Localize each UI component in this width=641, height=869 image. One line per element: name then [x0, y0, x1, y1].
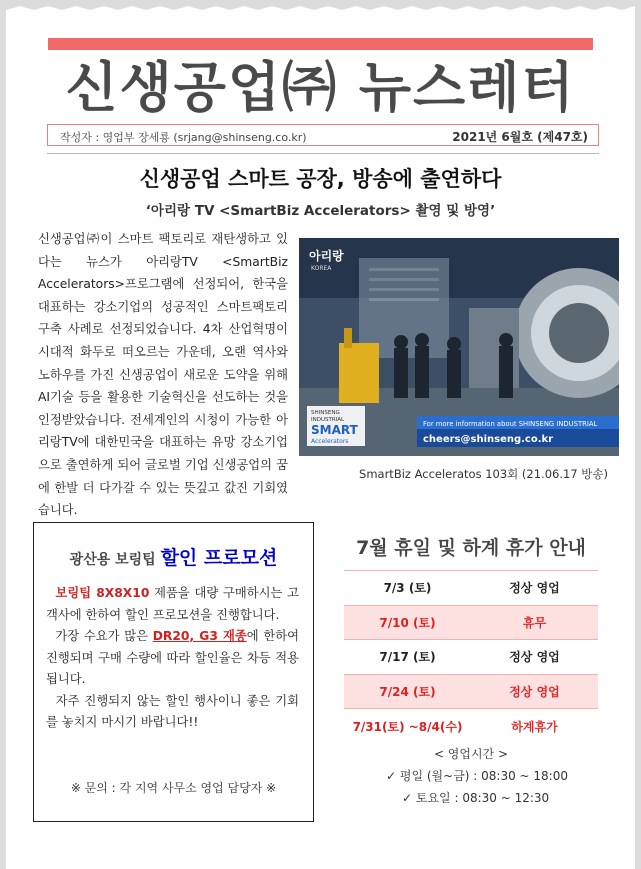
photo-caption: SmartBiz Acceleratos 103회 (21.06.17 방송)	[359, 467, 608, 481]
holiday-table	[344, 570, 598, 743]
divider	[47, 153, 599, 154]
header-accent-bar	[48, 38, 593, 50]
info-bar	[47, 124, 599, 146]
holiday-date: 7/24 (토)	[379, 685, 436, 700]
holiday-row	[344, 708, 598, 743]
product-name: 보링팁 8X8X10	[55, 586, 150, 600]
factory-scene-illustration	[299, 238, 619, 456]
promo-paragraph-1: 보링팁 8X8X10 제품을 대량 구매하시는 고객사에 한하여 할인 프로모션을 진행합니다.	[46, 586, 299, 622]
issue-number: 2021년 6월호 (제47호)	[452, 130, 588, 144]
article-body: 신생공업㈜이 스마트 팩토리로 재탄생하고 있다는 뉴스가 아리랑TV <SmartBiz Accelerators>프로그램에 선정되어, 한국을 대표하는 강소기업의 성공적인 스마트팩토리 구축 사례로 선정되었습니다. 4차 산업혁명이 시대적 화두로 떠오르는 가운데, 오랜 역사와 노하우를 가진 신생공업이 새로운 도약을 위해 AI기술 등을 활용한 기술혁신을 선도하는 것을 인정받았습니다. 전세계인의 시청이 가능한 아리랑TV에 대한민국을 대표하는 유망 강소기업으로 출연하게 되어 글로벌 기업 신생공업의 꿈에 한발 더 다가갈 수 있는 뜻깊고 값진 기회였습니다.	[38, 232, 288, 518]
holiday-row	[344, 570, 598, 605]
channel-logo: 아리랑	[309, 249, 344, 263]
hours-title: < 영업시간 >	[433, 747, 509, 761]
channel-sub: KOREA	[311, 265, 332, 272]
promo-description	[46, 583, 299, 734]
promotion-box	[33, 522, 314, 822]
article-headline: 신생공업 스마트 공장, 방송에 출연하다	[139, 167, 502, 191]
holiday-row	[344, 674, 598, 709]
holiday-date: 7/31(토) ~8/4(수)	[352, 719, 463, 734]
holiday-status: 정상 영업	[509, 650, 560, 665]
business-hours	[344, 745, 598, 806]
holiday-title: 7월 휴일 및 하계 휴가 안내	[356, 537, 586, 559]
broadcast-photo	[299, 238, 619, 456]
holiday-status: 휴무	[522, 615, 547, 630]
weekday-hours: ✓ 평일 (월~금) : 08:30 ~ 18:00	[386, 769, 568, 783]
holiday-status: 하계휴가	[511, 719, 558, 734]
badge-line1: SHINSENG	[311, 410, 340, 416]
promo-paragraph-3: 자주 진행되지 않는 할인 행사이니 좋은 기회를 놓치지 마시기 바랍니다!!	[46, 693, 299, 729]
banner-line2: cheers@shinseng.co.kr	[423, 434, 554, 445]
badge-brand: SMART	[311, 423, 358, 437]
holiday-date: 7/3 (토)	[383, 581, 432, 596]
promo-title-highlight: 할인 프로모션	[160, 547, 278, 569]
holiday-date: 7/17 (토)	[379, 650, 436, 665]
holiday-status: 정상 영업	[509, 581, 560, 596]
saturday-hours: ✓ 토요일 : 08:30 ~ 12:30	[402, 791, 550, 805]
badge-line2: INDUSTRIAL	[311, 417, 345, 423]
holiday-row	[344, 605, 598, 640]
promo-paragraph-2: 가장 수요가 많은 DR20, G3 재종에 한하여 진행되며 구매 수량에 따라 할인율은 차등 적용 됩니다.	[46, 629, 299, 686]
holiday-status: 정상 영업	[509, 685, 560, 700]
banner-line1: For more information about SHINSENG INDUSTRIAL	[423, 420, 598, 428]
holiday-row	[344, 639, 598, 674]
author-line: 작성자 : 영업부 장세룡 (srjang@shinseng.co.kr)	[60, 131, 307, 144]
grade-name: DR20, G3 재종	[152, 629, 247, 643]
newsletter-title: 신생공업㈜ 뉴스레터	[65, 56, 576, 119]
holiday-date: 7/10 (토)	[379, 615, 436, 630]
badge-brand2: Accelerators	[311, 438, 349, 445]
promo-title	[34, 543, 313, 570]
promo-title-prefix: 광산용 보링팁	[69, 552, 156, 568]
promo-contact: ※ 문의 : 각 지역 사무소 영업 담당자 ※	[70, 781, 277, 795]
article-subheadline: ‘아리랑 TV <SmartBiz Accelerators> 촬영 및 방영’	[145, 203, 496, 219]
